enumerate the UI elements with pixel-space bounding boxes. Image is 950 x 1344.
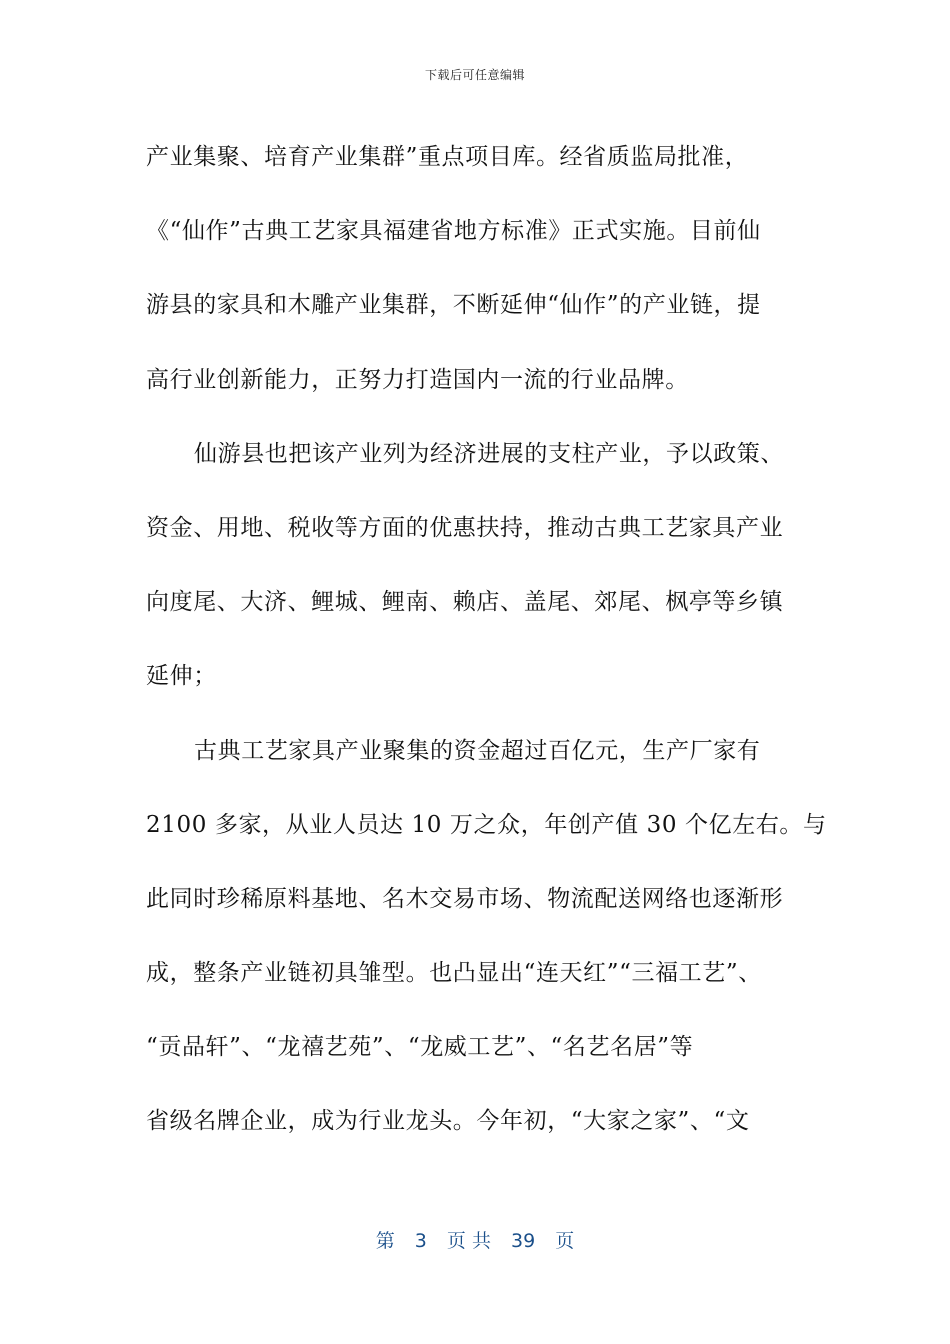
text-line: 资金、用地、税收等方面的优惠扶持，推动古典工艺家具产业	[146, 514, 784, 541]
page-footer	[0, 1226, 950, 1253]
current-page-number: 3	[414, 1230, 427, 1252]
text-line: 产业集聚、培育产业集群”重点项目库。经省质监局批准，	[146, 144, 749, 170]
text-line: 此同时珍稀原料基地、名木交易市场、物流配送网络也逐渐形	[146, 885, 784, 912]
footer-middle: 页 共	[446, 1230, 491, 1252]
footer-suffix: 页	[555, 1230, 575, 1252]
text-line: 游县的家具和木雕产业集群，不断延伸“仙作”的产业链，提	[146, 292, 761, 319]
text-line: 成，整条产业链初具雏型。也凸显出“连天红”“三福工艺”、	[146, 960, 762, 987]
text-line: “贡品轩”、“龙禧艺苑”、“龙威工艺”、“名艺名居”等	[146, 1034, 694, 1061]
text-line: 2100 多家，从业人员达 10 万之众，年创产值 30 个亿左右。与	[146, 811, 827, 838]
text-line: 向度尾、大济、鲤城、鲤南、赖店、盖尾、郊尾、枫亭等乡镇	[146, 589, 784, 616]
text-line: 高行业创新能力，正努力打造国内一流的行业品牌。	[146, 366, 689, 393]
paragraph-start-line: 仙游县也把该产业列为经济进展的支柱产业，予以政策、	[194, 440, 784, 467]
text-line: 《“仙作”古典工艺家具福建省地方标准》正式实施。目前仙	[146, 218, 761, 245]
text-line: 省级名牌企业，成为行业龙头。今年初，“大家之家”、“文	[146, 1108, 750, 1135]
page-header: 下载后可任意编辑	[424, 68, 525, 82]
total-page-count: 39	[511, 1230, 536, 1252]
text-line: 延伸；	[146, 663, 217, 690]
document-body	[146, 120, 827, 1159]
paragraph-start-line: 古典工艺家具产业聚集的资金超过百亿元，生产厂家有	[194, 737, 761, 764]
footer-prefix: 第	[375, 1230, 395, 1252]
